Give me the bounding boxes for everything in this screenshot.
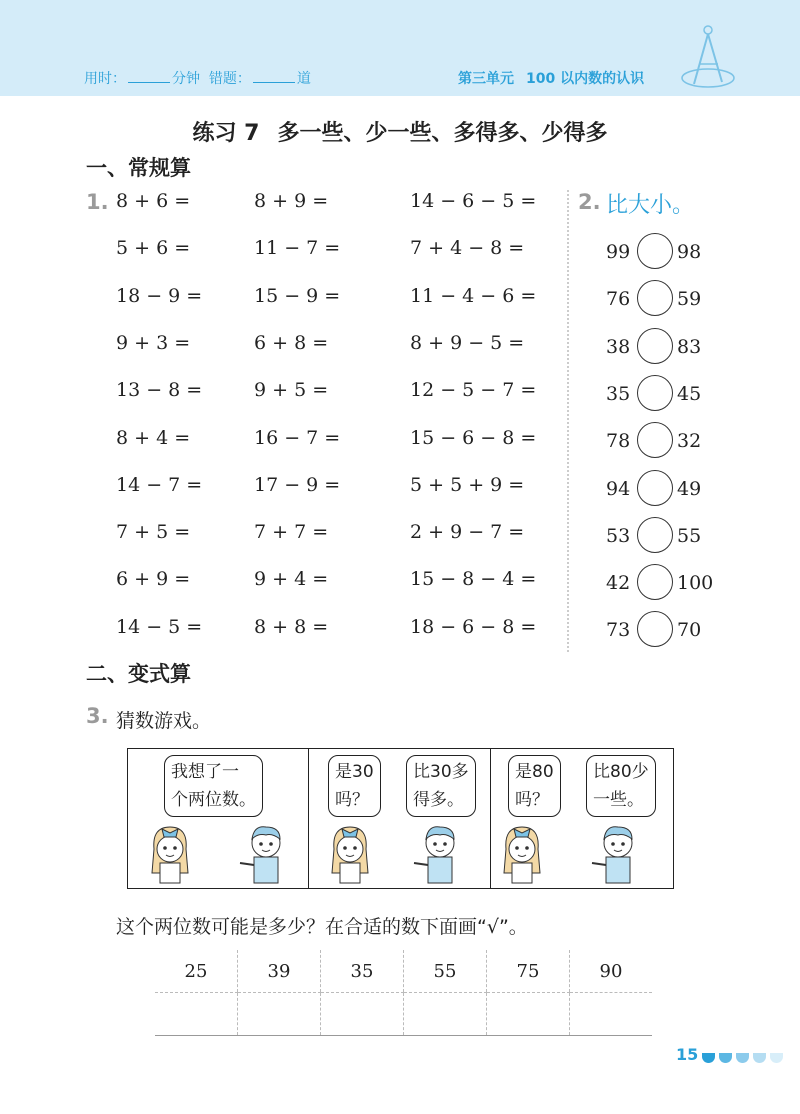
compare-right-value: 59 xyxy=(677,288,702,311)
calc-problem: 6 + 8 = xyxy=(254,331,329,354)
calc-problem: 11 − 7 = xyxy=(254,237,341,260)
compare-row xyxy=(606,375,726,415)
compare-right-value: 83 xyxy=(677,335,702,358)
exercise-number: 练习 7 xyxy=(192,121,260,146)
decor-dot xyxy=(770,1053,783,1063)
calc-problem: 7 + 7 = xyxy=(254,521,329,544)
calc-problem: 15 − 9 = xyxy=(254,284,341,307)
boy-character-icon xyxy=(236,819,292,885)
guessing-comic xyxy=(127,748,674,889)
time-record xyxy=(84,68,311,88)
compare-answer-circle[interactable] xyxy=(637,328,673,364)
time-blank[interactable] xyxy=(128,82,170,83)
speech-bubble: 比80少 一些。 xyxy=(586,755,656,817)
calc-problem: 8 + 9 = xyxy=(254,190,329,212)
compare-left-value: 73 xyxy=(606,619,631,642)
question-3-title: 猜数游戏。 xyxy=(116,710,212,732)
speech-bubble: 我想了一 个两位数。 xyxy=(164,755,263,817)
check-row xyxy=(155,993,652,1036)
calc-problem: 14 − 5 = xyxy=(116,615,203,638)
calc-problem: 14 − 6 − 5 = xyxy=(410,190,537,212)
decor-dot xyxy=(736,1053,749,1063)
compare-answer-circle[interactable] xyxy=(637,422,673,458)
section-heading-2: 二、变式算 xyxy=(86,662,191,686)
compare-answer-circle[interactable] xyxy=(637,375,673,411)
calc-problem: 7 + 5 = xyxy=(116,521,191,544)
calc-problem: 8 + 6 = xyxy=(116,190,191,212)
compare-row xyxy=(606,611,726,651)
calc-problem: 13 − 8 = xyxy=(116,379,203,402)
compare-left-value: 99 xyxy=(606,241,631,263)
compare-row xyxy=(606,328,726,368)
page-number: 15 xyxy=(676,1045,699,1064)
options-row xyxy=(155,950,652,993)
compare-answer-circle[interactable] xyxy=(637,517,673,553)
boy-character-icon xyxy=(588,819,644,885)
compare-left-value: 53 xyxy=(606,524,631,547)
compare-row xyxy=(606,422,726,462)
option-number: 39 xyxy=(238,950,321,993)
compare-answer-circle[interactable] xyxy=(637,611,673,647)
calc-problem: 17 − 9 = xyxy=(254,473,341,496)
compare-row xyxy=(606,280,726,320)
column-divider xyxy=(567,190,569,652)
calc-problem: 12 − 5 − 7 = xyxy=(410,379,537,402)
question-2-number: 2. xyxy=(578,190,601,214)
compass-icon xyxy=(678,22,742,92)
boy-character-icon xyxy=(410,819,466,885)
compare-right-value: 49 xyxy=(677,477,702,500)
girl-character-icon xyxy=(148,821,192,885)
option-number: 90 xyxy=(570,950,653,993)
calc-problem: 7 + 4 − 8 = xyxy=(410,237,525,260)
compare-row xyxy=(606,470,726,510)
calc-problem: 11 − 4 − 6 = xyxy=(410,284,537,307)
calc-problem: 15 − 8 − 4 = xyxy=(410,568,537,591)
compare-answer-circle[interactable] xyxy=(637,280,673,316)
compare-row xyxy=(606,564,726,604)
calc-problem: 15 − 6 − 8 = xyxy=(410,426,537,449)
option-number: 55 xyxy=(404,950,487,993)
compare-right-value: 98 xyxy=(677,241,702,263)
check-cell[interactable] xyxy=(487,993,570,1036)
decor-dot xyxy=(753,1053,766,1063)
calc-problem: 8 + 9 − 5 = xyxy=(410,331,525,354)
calc-problem: 9 + 3 = xyxy=(116,331,191,354)
compare-right-value: 45 xyxy=(677,382,702,405)
check-cell[interactable] xyxy=(238,993,321,1036)
compare-left-value: 42 xyxy=(606,572,631,595)
errors-label: 错题： xyxy=(208,71,251,87)
decor-dot xyxy=(719,1053,732,1063)
calc-problem: 14 − 7 = xyxy=(116,473,203,496)
speech-bubble: 是30 吗？ xyxy=(328,755,381,817)
girl-character-icon xyxy=(500,821,544,885)
calc-problem: 9 + 5 = xyxy=(254,379,329,402)
speech-bubble: 是80 吗？ xyxy=(508,755,561,817)
answer-table xyxy=(155,950,652,1036)
compare-left-value: 78 xyxy=(606,430,631,453)
minutes-label: 分钟 xyxy=(172,71,200,87)
check-cell[interactable] xyxy=(404,993,487,1036)
compare-left-value: 76 xyxy=(606,288,631,311)
errors-unit: 道 xyxy=(296,71,311,87)
compare-left-value: 94 xyxy=(606,477,631,500)
panel-divider xyxy=(308,749,309,888)
section-heading-1: 一、常规算 xyxy=(86,156,191,180)
option-number: 35 xyxy=(321,950,404,993)
page-title xyxy=(0,116,800,147)
speech-bubble: 比30多 得多。 xyxy=(406,755,476,817)
unit-title xyxy=(458,68,656,88)
guess-question: 这个两位数可能是多少？在合适的数下面画“√”。 xyxy=(116,916,528,938)
check-cell[interactable] xyxy=(321,993,404,1036)
calc-problem: 8 + 4 = xyxy=(116,426,191,449)
panel-divider xyxy=(490,749,491,888)
calc-problem: 18 − 6 − 8 = xyxy=(410,615,537,638)
compare-right-value: 70 xyxy=(677,619,702,642)
calc-problem: 9 + 4 = xyxy=(254,568,329,591)
calc-problem: 2 + 9 − 7 = xyxy=(410,521,525,544)
check-cell[interactable] xyxy=(570,993,653,1036)
question-3-number: 3. xyxy=(86,704,109,728)
compare-right-value: 100 xyxy=(677,572,714,595)
calc-problem: 5 + 6 = xyxy=(116,237,191,260)
exercise-title: 多一些、少一些、多得多、少得多 xyxy=(277,121,608,146)
question-2-title: 比大小。 xyxy=(606,193,695,218)
calc-problem: 6 + 9 = xyxy=(116,568,191,591)
option-number: 25 xyxy=(155,950,238,993)
compare-answer-circle[interactable] xyxy=(637,233,673,269)
compare-right-value: 32 xyxy=(677,430,702,453)
compare-right-value: 55 xyxy=(677,524,702,547)
time-label: 用时： xyxy=(84,71,126,87)
page-header xyxy=(0,0,800,96)
question-1-number: 1. xyxy=(86,190,109,214)
calc-problem: 8 + 8 = xyxy=(254,615,329,638)
calc-problem: 18 − 9 = xyxy=(116,284,203,307)
compare-left-value: 35 xyxy=(606,382,631,405)
unit-topic: 100 以内数的认识 xyxy=(526,71,645,87)
check-cell[interactable] xyxy=(155,993,238,1036)
compare-answer-circle[interactable] xyxy=(637,470,673,506)
decor-dot xyxy=(702,1053,715,1063)
girl-character-icon xyxy=(328,821,372,885)
calc-problem: 5 + 5 + 9 = xyxy=(410,473,525,496)
compare-left-value: 38 xyxy=(606,335,631,358)
compare-row xyxy=(606,233,726,273)
unit-name: 第三单元 xyxy=(458,71,514,87)
calc-problem: 16 − 7 = xyxy=(254,426,341,449)
compare-row xyxy=(606,517,726,557)
option-number: 75 xyxy=(487,950,570,993)
errors-blank[interactable] xyxy=(253,82,295,83)
page-decoration xyxy=(702,1048,787,1067)
compare-answer-circle[interactable] xyxy=(637,564,673,600)
